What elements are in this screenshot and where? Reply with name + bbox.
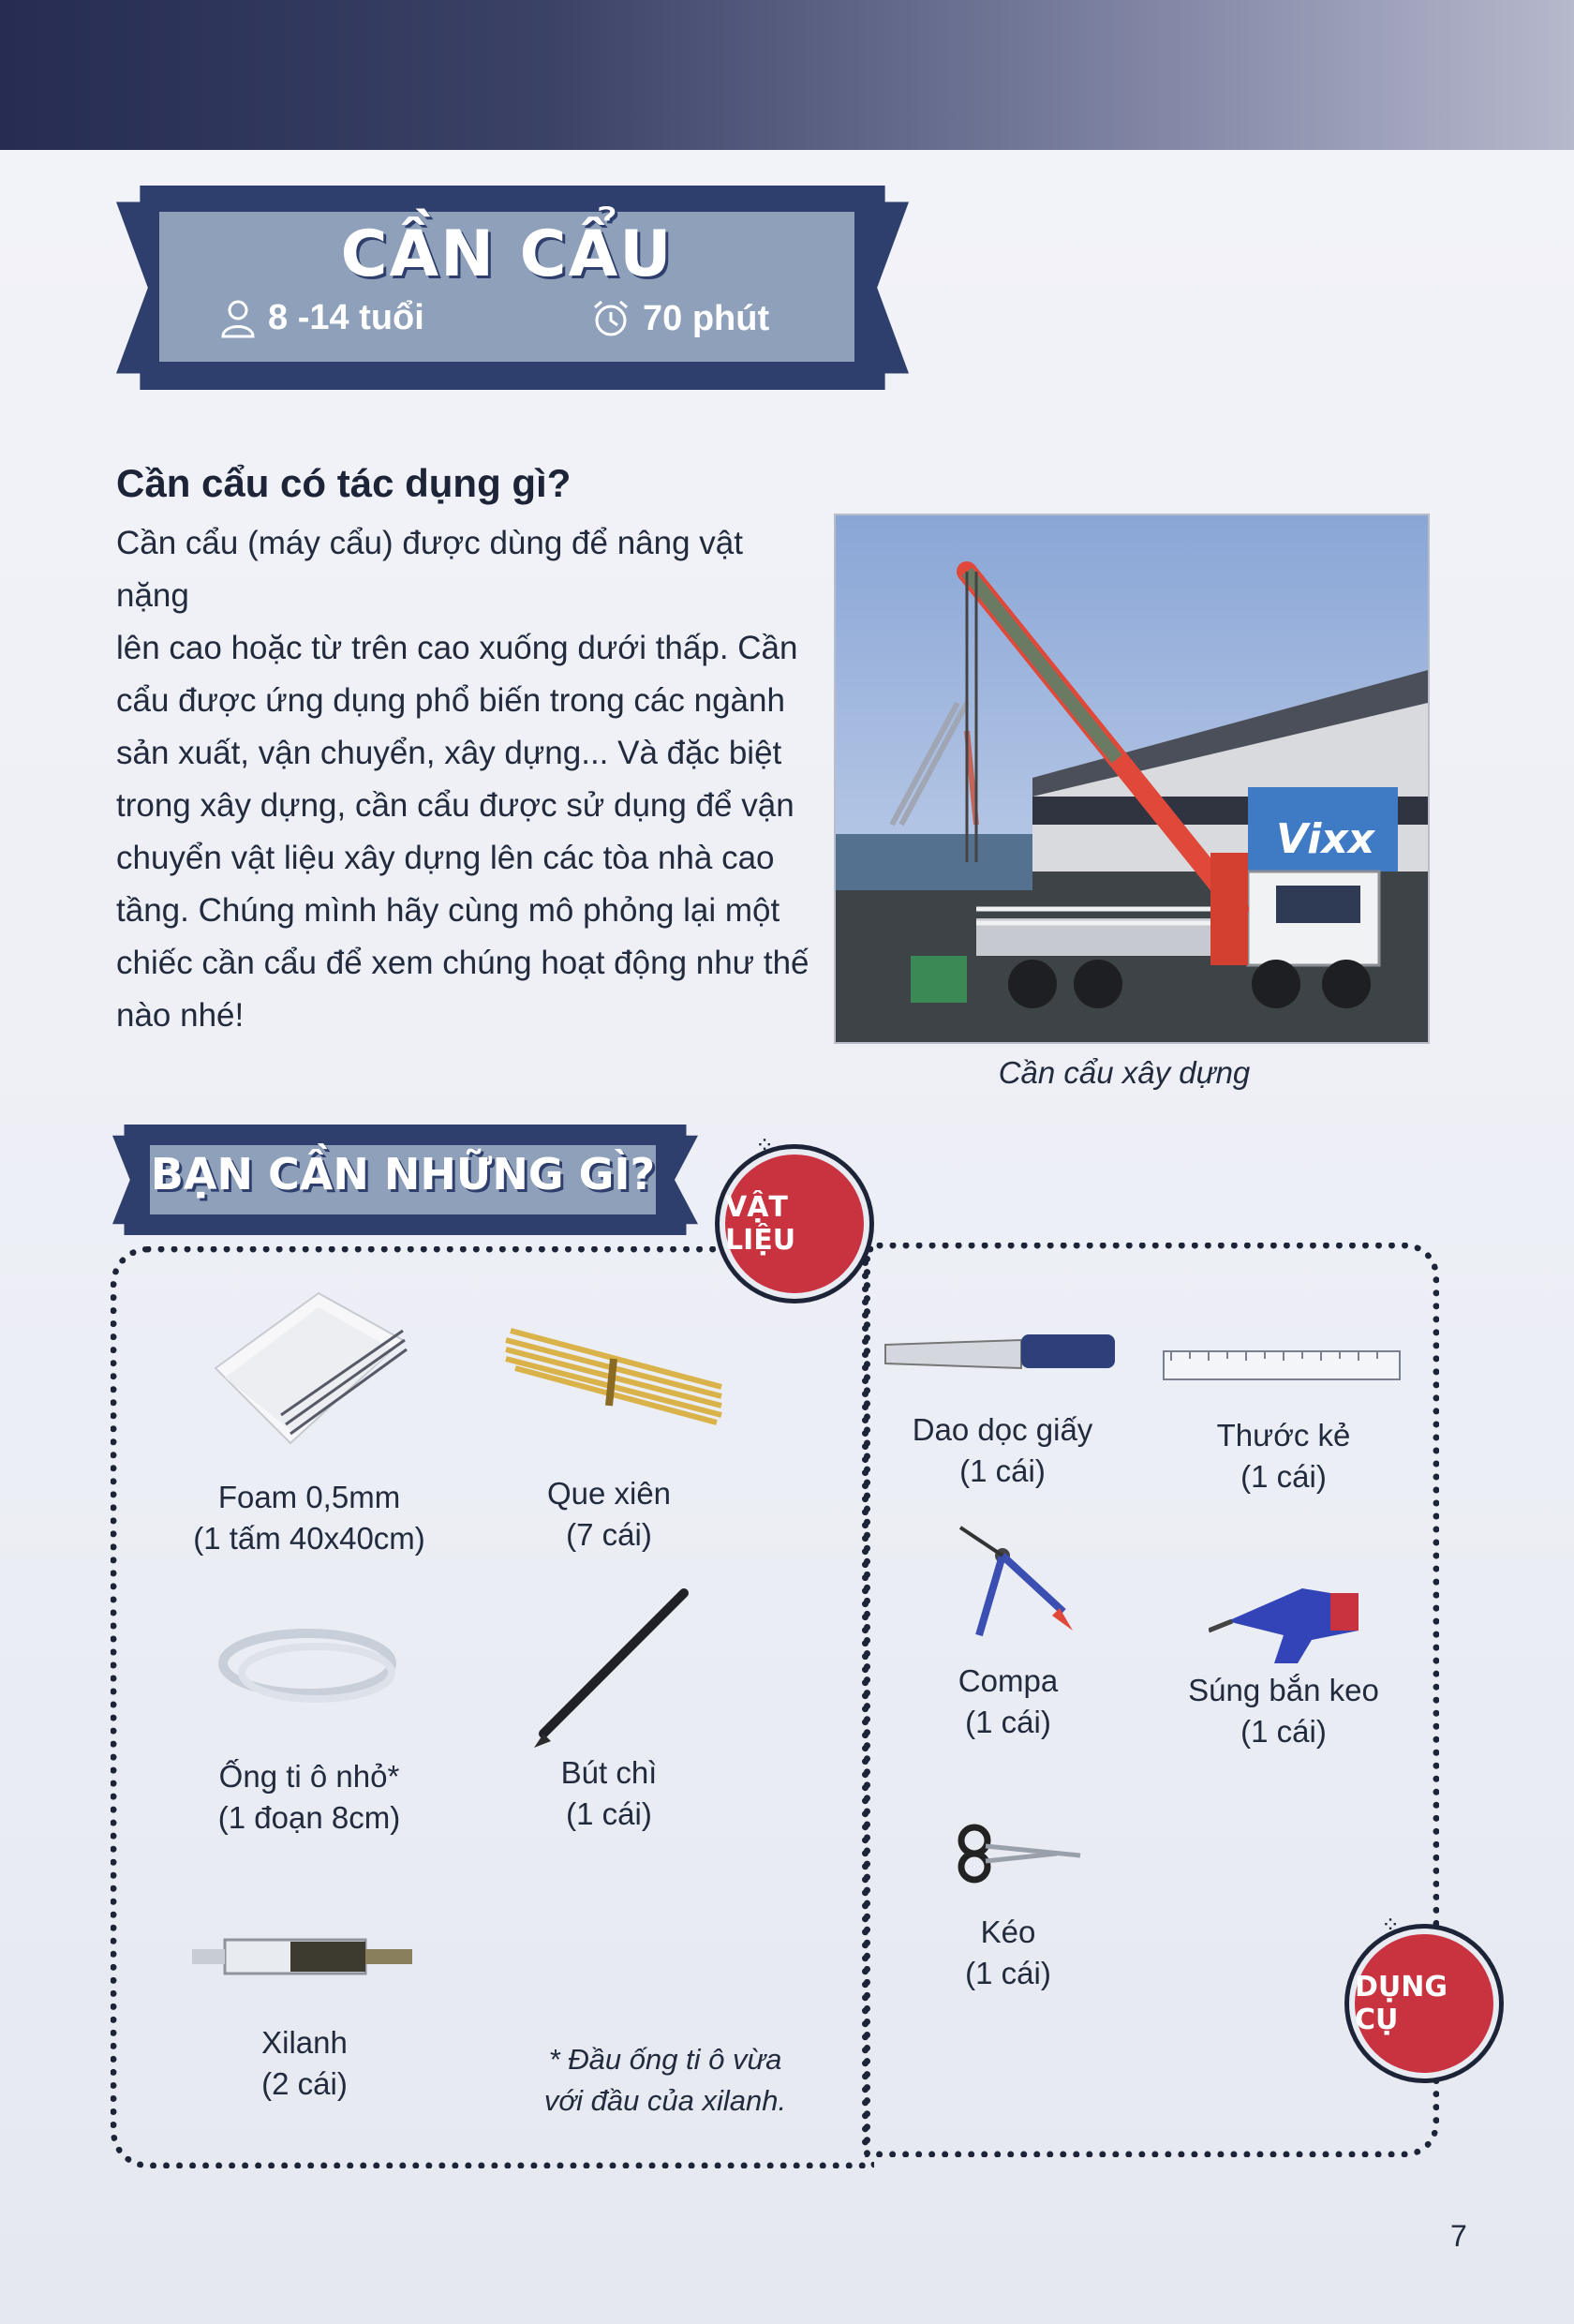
tool-qty: (1 cái)	[965, 1705, 1051, 1739]
material-qty: (1 cái)	[566, 1796, 652, 1831]
tube-icon	[214, 1612, 410, 1724]
sparkle-icon: ⁘	[1381, 1913, 1401, 1938]
tool-name: Compa	[958, 1663, 1059, 1698]
duration	[590, 298, 769, 339]
age-range-text: 8 -14 tuổi	[268, 298, 424, 337]
material-item-tube	[169, 1756, 450, 1839]
material-name: Xilanh	[261, 2025, 348, 2060]
footnote-line: với đầu của xilanh.	[543, 2084, 787, 2117]
tool-item-ruler	[1162, 1415, 1405, 1497]
material-qty: (1 tấm 40x40cm)	[193, 1521, 425, 1556]
material-item-foam	[169, 1477, 450, 1559]
photo-caption: Cần cẩu xây dựng	[998, 1055, 1251, 1090]
material-item-pencil	[468, 1752, 750, 1835]
sparkle-icon: ⁘	[755, 1133, 775, 1158]
tool-qty: (1 cái)	[1240, 1714, 1327, 1749]
material-item-skewer	[468, 1473, 750, 1556]
page-title: CẦN CẨU	[340, 217, 674, 291]
intro-line: trong xây dựng, cần cẩu được sử dụng để vận	[116, 787, 794, 824]
intro-line: sản xuất, vận chuyển, xây dựng... Và đặc biệt	[116, 735, 782, 771]
tool-qty: (1 cái)	[1240, 1459, 1327, 1494]
tool-name: Thước kẻ	[1216, 1418, 1351, 1452]
intro-line: nào nhé!	[116, 997, 245, 1034]
syringe-icon	[187, 1921, 422, 1996]
sign-text: Vixx	[1276, 815, 1375, 863]
tool-name: Kéo	[980, 1914, 1036, 1949]
page-number: 7	[1450, 2219, 1467, 2253]
intro-line: tầng. Chúng mình hãy cùng mô phỏng lại một	[116, 892, 780, 929]
material-qty: (1 đoạn 8cm)	[217, 1800, 401, 1835]
footnote	[525, 2039, 806, 2122]
ruler-icon	[1162, 1348, 1403, 1385]
box-divider	[862, 1246, 869, 2146]
tool-qty: (1 cái)	[959, 1453, 1046, 1488]
intro-line: cẩu được ứng dụng phổ biến trong các ngành	[116, 682, 785, 719]
age-range	[219, 298, 424, 338]
materials-badge: VẬT LIỆU	[720, 1149, 869, 1299]
tool-item-scissors	[886, 1912, 1130, 1994]
tool-qty: (1 cái)	[965, 1956, 1051, 1990]
material-name: Bút chì	[560, 1755, 658, 1790]
utility-knife-icon	[881, 1321, 1124, 1387]
crane-truck-photo	[834, 514, 1430, 1044]
intro-heading: Cần cẩu có tác dụng gì?	[116, 461, 572, 505]
material-qty: (7 cái)	[566, 1517, 652, 1552]
compass-icon	[942, 1518, 1082, 1640]
intro-line: Cần cẩu (máy cẩu) được dùng để nâng vật nặng	[116, 525, 743, 614]
material-name: Ống ti ô nhỏ*	[218, 1759, 400, 1794]
pencil-icon	[525, 1584, 693, 1752]
material-item-syringe	[169, 2022, 440, 2105]
material-qty: (2 cái)	[261, 2066, 348, 2101]
intro-line: lên cao hoặc từ trên cao xuống dưới thấp. Cần	[116, 630, 798, 666]
person-icon	[219, 299, 257, 338]
tool-item-compass	[886, 1661, 1130, 1743]
scissors-icon	[954, 1820, 1085, 1885]
tool-item-glue-gun	[1162, 1670, 1405, 1752]
tools-badge: DỤNG CỤ	[1349, 1929, 1499, 2078]
material-name: Que xiên	[546, 1476, 672, 1511]
section-title: BẠN CẦN NHỮNG GÌ?	[150, 1149, 656, 1199]
intro-line: chiếc cần cẩu để xem chúng hoạt động như thế	[116, 945, 809, 981]
tool-item-knife	[881, 1409, 1124, 1492]
foam-sheet-icon	[206, 1284, 412, 1462]
material-name: Foam 0,5mm	[217, 1480, 401, 1514]
footnote-line: * Đầu ống ti ô vừa	[548, 2043, 782, 2076]
alarm-clock-icon	[590, 298, 631, 339]
tool-name: Súng bắn keo	[1188, 1673, 1379, 1707]
glue-gun-icon	[1209, 1565, 1368, 1668]
skewer-bundle-icon	[501, 1312, 726, 1434]
intro-line: chuyển vật liệu xây dựng lên các tòa nhà cao	[116, 840, 775, 876]
tool-name: Dao dọc giấy	[912, 1412, 1093, 1447]
intro-paragraph	[116, 517, 821, 1042]
top-dark-band	[0, 0, 1574, 155]
duration-text: 70 phút	[643, 298, 770, 338]
